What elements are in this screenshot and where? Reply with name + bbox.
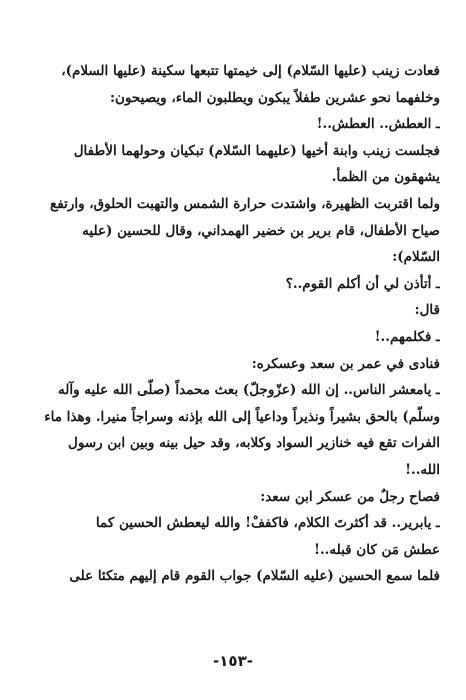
- text-line: فلما سمع الحسين (عليه السّلام) جواب القوم قام إليهم متكئا على: [69, 568, 440, 585]
- text-line: السّلام):: [392, 249, 440, 266]
- text-line: قال:: [414, 302, 440, 319]
- text-line: ـ العطش.. العطش..!: [316, 116, 440, 133]
- text-line: ـ أتأذن لي أن أكلم القوم..؟: [285, 275, 440, 292]
- text-line: عطش مَن كان قبله..!: [314, 541, 440, 558]
- text-line: يشهقون من الظمأ.: [331, 169, 440, 186]
- text-line: ـ يابرير.. قد أكثرتَ الكلام، فاكففْ! والله ليعطش الحسين كما: [95, 515, 440, 532]
- text-line: وسلّم) بالحق بشيراً ونذيراً وداعياً إلى الله بإذنه وسراجاً منيرا. وهذا ماء: [44, 408, 440, 425]
- text-line: ـ يامعشر الناس.. إن الله (عزّوجلّ) بعث محمداً (صلّى الله عليه وآله: [57, 382, 440, 399]
- text-line: ـ فكلمهم..!: [374, 328, 440, 345]
- text-line: فعادت زينب (عليها السّلام) إلى خيمتها تتبعها سكينة (عليها السلام)،: [61, 63, 440, 79]
- text-line: ولما اقتربت الظهيرة، واشتدت حرارة الشمس والتهبت الحلوق، وارتفع: [50, 195, 440, 212]
- text-line: صياح الأطفال، قام برير بن خضير الهمداني، وقال للحسين (عليه: [82, 222, 440, 239]
- text-line: وخلفهما نحو عشرين طفلاً يبكون ويطلبون الماء، ويصيحون:: [110, 89, 440, 106]
- text-line: فصاح رجلٌ من عسكر ابن سعد:: [260, 488, 440, 505]
- text-line: فنادى في عمر بن سعد وعسكره:: [251, 355, 440, 372]
- page-body-text: [24, 58, 440, 590]
- page-number: -١٥٣-: [213, 652, 253, 670]
- text-line: الفرات تقع فيه خنازير السواد وكلابه، وقد حيل بينه وبين ابن رسول: [68, 435, 440, 452]
- text-line: فجلست زينب وابنة أخيها (عليهما السّلام) تبكيان وحولهما الأطفال: [73, 142, 440, 159]
- text-line: الله..!: [405, 461, 440, 478]
